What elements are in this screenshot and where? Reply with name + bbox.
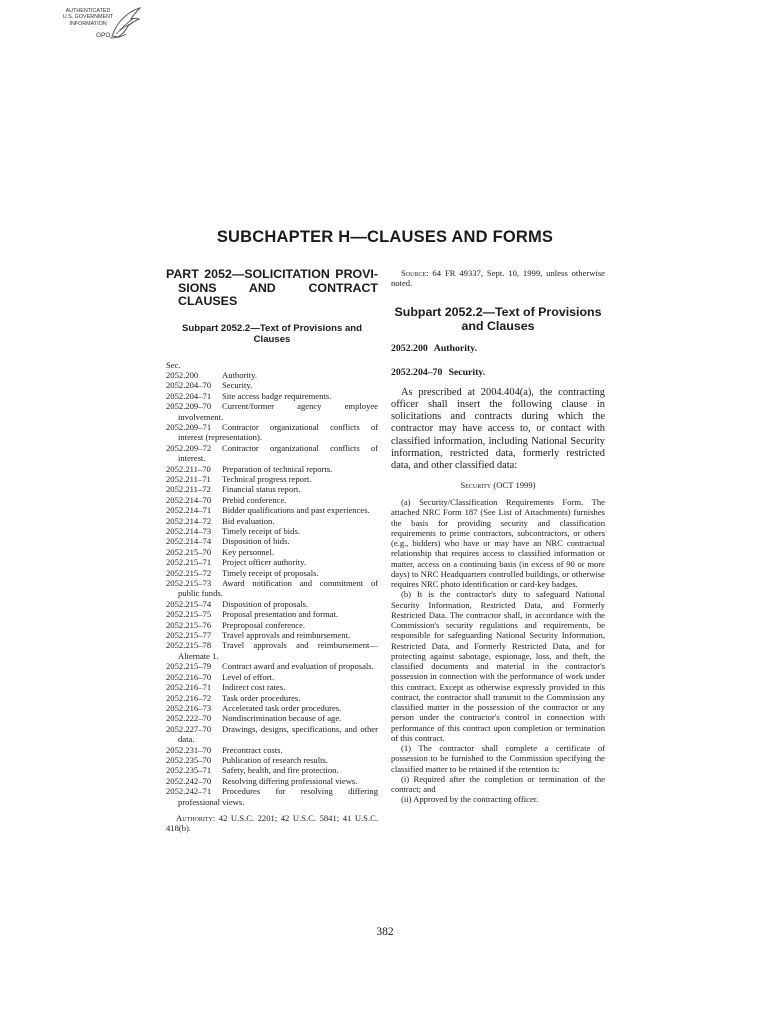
gpo-authentication-seal — [58, 6, 142, 44]
toc-entry-number: 2052.227–70 — [166, 723, 212, 734]
subchapter-title: SUBCHAPTER H—CLAUSES AND FORMS — [216, 228, 554, 246]
toc-entry-title: Authority. — [222, 369, 258, 380]
toc-entry-number: 2052.209–72 — [166, 442, 212, 453]
toc-entry-number: 2052.209–70 — [166, 401, 212, 412]
toc-entry-title: Level of effort. — [222, 671, 275, 682]
toc-entry-title: Contractor organizational conflicts of interest. — [178, 442, 378, 464]
toc-entry-title: Security. — [222, 380, 253, 391]
toc-entry-title: Bidder qualifications and past experiences. — [222, 505, 370, 516]
toc-entry — [166, 495, 378, 505]
clause-title-date: (OCT 1999) — [493, 480, 536, 491]
subpart-heading: Subpart 2052.2—Text of Provisions and Clauses — [181, 322, 363, 345]
clause-title — [391, 480, 605, 490]
toc-entry-title: Indirect cost rates. — [222, 682, 286, 693]
section-title: Authority. — [433, 342, 478, 354]
toc-entry-number: 2052.215–74 — [166, 598, 212, 609]
toc-entry-number: 2052.216–73 — [166, 702, 212, 713]
toc-entry — [166, 630, 378, 640]
section-number: 2052.204–70 — [391, 366, 443, 378]
toc-entry — [166, 640, 378, 661]
authority-label: Authority — [176, 812, 213, 823]
toc-entry-title: Publication of research results. — [222, 754, 328, 765]
source-note — [391, 268, 605, 289]
toc-entry-title: Safety, health, and fire protection. — [222, 765, 339, 776]
toc-entry — [166, 745, 378, 755]
toc-entry-title: Disposition of proposals. — [222, 598, 309, 609]
toc-entry-number: 2052.215–71 — [166, 557, 212, 568]
toc-entry — [166, 620, 378, 630]
toc-entry-number: 2052.215–72 — [166, 567, 212, 578]
toc-entry — [166, 609, 378, 619]
table-of-contents — [166, 370, 378, 807]
toc-entry-number: 2052.211–71 — [166, 473, 211, 484]
toc-entry-number: 2052.214–71 — [166, 505, 212, 516]
toc-entry-title: Contractor organizational conflicts of interest (representation). — [178, 421, 378, 443]
toc-entry — [166, 672, 378, 682]
toc-entry-title: Timely receipt of bids. — [222, 526, 300, 536]
toc-entry-title: Disposition of bids. — [222, 536, 290, 547]
source-label: Source — [401, 268, 427, 278]
toc-entry — [166, 474, 378, 484]
toc-entry-title: Financial status report. — [222, 484, 301, 495]
toc-entry-number: 2052.215–70 — [166, 546, 212, 557]
toc-entry-number: 2052.216–72 — [166, 692, 212, 703]
toc-entry-title: Nondiscrimination because of age. — [222, 713, 342, 724]
toc-entry — [166, 443, 378, 464]
toc-entry-number: 2052.235–71 — [166, 765, 212, 776]
toc-entry — [166, 557, 378, 567]
toc-entry-title: Preproposal conference. — [222, 619, 306, 630]
toc-entry — [166, 578, 378, 599]
toc-entry — [166, 391, 378, 401]
toc-entry — [166, 516, 378, 526]
clause-paragraph: (ii) Approved by the contracting officer. — [401, 794, 539, 805]
toc-entry-title: Current/former agency employee involvement. — [178, 401, 378, 422]
toc-entry-title: Timely receipt of proposals. — [222, 567, 319, 578]
clause-title-name: Security — [460, 480, 492, 491]
toc-entry-title: Key personnel. — [222, 546, 275, 557]
toc-entry-number: 2052.211–72 — [166, 484, 211, 495]
toc-entry — [166, 526, 378, 536]
toc-entry — [166, 505, 378, 515]
toc-entry — [166, 661, 378, 671]
authority-text: : 42 U.S.C. 2201; 42 U.S.C. 5841; 41 U.S.C. 418(b). — [166, 812, 378, 834]
toc-entry — [166, 713, 378, 723]
toc-entry-number: 2052.215–79 — [166, 661, 212, 672]
toc-entry-number: 2052.204–70 — [166, 380, 212, 391]
toc-entry — [166, 422, 378, 443]
toc-entry-title: Prebid conference. — [222, 494, 287, 505]
toc-entry-title: Award notification and commitment of public funds. — [178, 578, 378, 599]
seal-gpo: GPO — [96, 32, 111, 39]
part-title-line — [166, 268, 378, 309]
toc-entry-number: 2052.216–70 — [166, 671, 212, 682]
part-title-line2: SIONS AND CONTRACT CLAUSES — [178, 280, 378, 308]
toc-entry-number: 2052.200 — [166, 369, 199, 380]
toc-entry-number: 2052.222–70 — [166, 713, 212, 724]
toc-entry-number: 2052.215–78 — [166, 640, 212, 651]
left-column — [166, 268, 378, 834]
toc-entry-title: Procedures for resolving differing professional views. — [178, 786, 378, 807]
toc-entry-title: Travel approvals and reimbursement. — [222, 630, 351, 641]
source-text: : 64 FR 49337, Sept. 10, 1999, unless otherwise noted. — [391, 268, 605, 289]
toc-entry — [166, 776, 378, 786]
toc-entry-title: Technical progress report. — [222, 473, 312, 484]
part-title — [166, 268, 378, 309]
toc-entry-number: 2052.242–70 — [166, 775, 212, 786]
toc-entry-number: 2052.242–71 — [166, 786, 212, 797]
toc-entry — [166, 401, 378, 422]
toc-entry-title: Accelerated task order procedures. — [222, 702, 342, 713]
toc-entry-number: 2052.209–71 — [166, 421, 212, 432]
part-title-line1: PART 2052—SOLICITATION PROVI- — [166, 267, 378, 281]
toc-entry — [166, 536, 378, 546]
toc-entry — [166, 464, 378, 474]
toc-entry-number: 2052.211–70 — [166, 463, 211, 474]
toc-entry-number: 2052.204–71 — [166, 390, 212, 401]
toc-entry-title: Precontract costs. — [222, 744, 283, 755]
section-heading — [391, 343, 605, 355]
toc-entry — [166, 755, 378, 765]
section-intro: As prescribed at 2004.404(a), the contracting officer shall insert the following clause in solicitations and contracts during which the contractor may have access to, or contact with classified information, including National Security information, restricted data, formerly restricted data, and other classified data: — [391, 386, 605, 472]
toc-entry-number: 2052.216–71 — [166, 682, 212, 693]
sec-label: Sec. — [166, 359, 181, 370]
toc-entry-number: 2052.214–72 — [166, 515, 212, 526]
toc-entry-number: 2052.214–73 — [166, 526, 212, 536]
toc-entry — [166, 599, 378, 609]
subpart-heading-main: Subpart 2052.2—Text of Provisions and Clauses — [394, 304, 602, 333]
toc-entry-number: 2052.215–75 — [166, 609, 212, 620]
toc-entry — [166, 703, 378, 713]
toc-entry — [166, 484, 378, 494]
clause-paragraph: (a) Security/Classification Requirements Form. The attached NRC Form 187 (See List of Attachments) furnishes the basis for providing security and classification requirements to prime contractors, subcontractors, or others (e.g., bidders) who have or may have an NRC contractual relationship that requires access to classified information or matter, access on a continuing basis (in excess of 90 or more days) to NRC Headquarters controlled buildings, or otherwise requires NRC photo identification or card-key badges. — [391, 497, 605, 590]
toc-entry — [166, 682, 378, 692]
section-title: Security. — [448, 366, 486, 378]
section-heading — [391, 367, 605, 379]
toc-entry-title: Project officer authority. — [222, 557, 306, 568]
toc-entry — [166, 370, 378, 380]
toc-entry-title: Proposal presentation and format. — [222, 609, 338, 620]
clause-paragraph: (b) It is the contractor's duty to safeguard National Security Information, Restricted Data, and Formerly Restricted Data. The contractor shall, in accordance with the Commission's security regulations and requirements, be responsible for safeguarding National Security Information, Restricted Data, and Formerly Restricted Data, and for protecting against sabotage, espionage, loss, and theft, the classified documents and material in the contractor's possession in connection with the performance of work under this contract. Except as otherwise expressly provided in this contract, the contractor shall transmit to the Commission any classified matter in the possession of the contractor or any person under the contractor's control in connection with performance of this contract upon completion or termination of this contract. — [391, 589, 605, 743]
eagle-icon — [106, 6, 142, 40]
toc-entry — [166, 724, 378, 745]
toc-entry-title: Travel approvals and reimbursement—Alternate 1. — [178, 640, 378, 661]
toc-entry-number: 2052.215–73 — [166, 578, 212, 589]
authority-note — [166, 813, 378, 834]
toc-entry — [166, 547, 378, 557]
toc-entry-number: 2052.215–77 — [166, 630, 212, 641]
page-number: 382 — [376, 926, 394, 938]
seal-line: INFORMATION — [69, 20, 107, 27]
toc-entry-number: 2052.215–76 — [166, 619, 212, 630]
toc-entry-title: Drawings, designs, specifications, and other data. — [178, 723, 378, 745]
toc-entry-number: 2052.231–70 — [166, 744, 212, 755]
seal-line: AUTHENTICATED — [65, 8, 111, 14]
seal-line: U.S. GOVERNMENT — [62, 14, 114, 21]
toc-entry-title: Preparation of technical reports. — [222, 463, 333, 474]
toc-entry-title: Task order procedures. — [222, 692, 301, 703]
clause-body — [391, 497, 605, 805]
toc-entry-title: Site access badge requirements. — [222, 390, 332, 401]
right-column — [391, 268, 605, 805]
toc-entry-number: 2052.214–70 — [166, 494, 212, 505]
toc-entry — [166, 693, 378, 703]
toc-entry — [166, 786, 378, 807]
toc-entry-number: 2052.235–70 — [166, 754, 212, 765]
toc-entry-title: Bid evaluation. — [222, 515, 275, 526]
toc-entry — [166, 568, 378, 578]
clause-paragraph: (1) The contractor shall complete a certificate of possession to be furnished to the Commission specifying the classified matter to be retained if the retention is: — [391, 743, 605, 774]
toc-entry-number: 2052.214–74 — [166, 536, 212, 547]
clause-paragraph: (i) Required after the completion or termination of the contract; and — [391, 773, 605, 795]
toc-entry-title: Resolving differing professional views. — [222, 775, 358, 786]
toc-entry — [166, 765, 378, 775]
section-number: 2052.200 — [391, 342, 428, 354]
toc-entry-title: Contract award and evaluation of proposals. — [222, 661, 374, 672]
toc-entry — [166, 380, 378, 390]
